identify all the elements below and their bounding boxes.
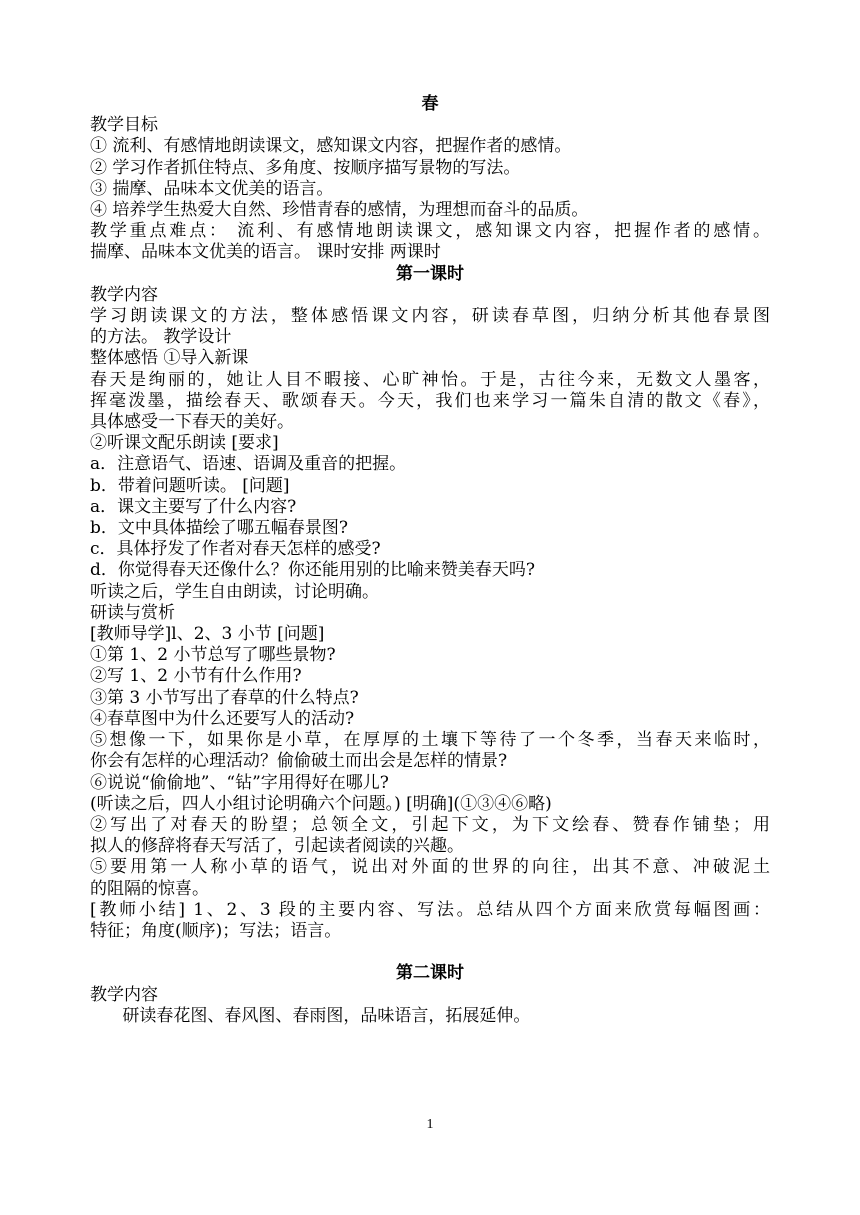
- lesson-1-line: ⑥说说“偷偷地”、“钻”字用得好在哪儿?: [90, 772, 389, 793]
- lesson-1-line: ④春草图中为什么还要写人的活动?: [90, 708, 355, 729]
- lesson-2-line: 研读春花图、春风图、春雨图，品味语言，拓展延伸。: [90, 1005, 531, 1026]
- lesson-1-line: 挥毫泼墨，描绘春天、歌颂春天。今天，我们也来学习一篇朱自清的散文《春》，: [90, 390, 770, 411]
- lesson-1-line: 整体感悟 ①导入新课: [90, 348, 249, 369]
- document-page: [90, 94, 770, 1027]
- lesson-1-line: 你会有怎样的心理活动？偷偷破土而出会是怎样的情景?: [90, 751, 508, 772]
- lesson-1-line: ③第 3 小节写出了春草的什么特点?: [90, 687, 359, 708]
- lesson-2-heading: 第二课时: [396, 963, 464, 984]
- lesson-1-line: 拟人的修辞将春天写活了，引起读者阅读的兴趣。: [90, 836, 464, 857]
- lesson-1-line: c．具体抒发了作者对春天怎样的感受?: [90, 539, 381, 560]
- lesson-2-line: 教学内容: [90, 984, 158, 1005]
- lesson-1-line: 的阻隔的惊喜。: [90, 878, 209, 899]
- lesson-1-line: 听读之后，学生自由朗读，讨论明确。: [90, 581, 379, 602]
- lesson-1-line: 具体感受一下春天的美好。: [90, 412, 294, 433]
- lesson-1-line: b．带着问题听读。 [问题]: [90, 475, 290, 496]
- lesson-1-line: ②写 1、2 小节有什么作用?: [90, 666, 302, 687]
- lesson-1-line: a．注意语气、语速、语调及重音的把握。: [90, 454, 407, 475]
- lesson-1-line: 教学内容: [90, 284, 158, 305]
- lesson-1-line: ⑤要用第一人称小草的语气，说出对外面的世界的向往，出其不意、冲破泥土: [90, 857, 770, 878]
- blank-line: [90, 942, 770, 963]
- lesson-1-heading: 第一课时: [396, 263, 464, 284]
- lesson-1-line: d．你觉得春天还像什么？你还能用别的比喻来赞美春天吗?: [90, 560, 535, 581]
- lesson-1-line: b．文中具体描绘了哪五幅春景图?: [90, 518, 348, 539]
- lesson-1-line: [教师小结] 1、2、3 段的主要内容、写法。总结从四个方面来欣赏每幅图画：: [90, 899, 770, 920]
- lesson-1-line: ②写出了对春天的盼望；总领全文，引起下文，为下文绘春、赞春作铺垫；用: [90, 814, 770, 835]
- lesson-1-line: 学习朗读课文的方法，整体感悟课文内容，研读春草图，归纳分析其他春景图: [90, 306, 770, 327]
- goal-3: ③ 揣摩、品味本文优美的语言。: [90, 178, 334, 199]
- goal-1: ① 流利、有感情地朗读课文，感知课文内容，把握作者的感情。: [90, 136, 572, 157]
- lesson-1-line: ②听课文配乐朗读 [要求]: [90, 433, 279, 454]
- lesson-1-line: a．课文主要写了什么内容?: [90, 496, 297, 517]
- goal-4: ④ 培养学生热爱大自然、珍惜青春的感情，为理想而奋斗的品质。: [90, 200, 589, 221]
- page-number: 1: [426, 1117, 434, 1132]
- goal-2: ② 学习作者抓住特点、多角度、按顺序描写景物的写法。: [90, 157, 521, 178]
- lesson-1-line: 研读与赏析: [90, 602, 175, 623]
- lesson-1-line: 春天是绚丽的，她让人目不暇接、心旷神怡。于是，古往今来，无数文人墨客，: [90, 369, 770, 390]
- teaching-goals-heading: 教学目标: [90, 115, 158, 136]
- lesson-1-line: [教师导学]l、2、3 小节 [问题]: [90, 624, 325, 645]
- lesson-1-line: 的方法。 教学设计: [90, 327, 232, 348]
- lesson-1-line: ⑤想像一下，如果你是小草，在厚厚的土壤下等待了一个冬季，当春天来临时，: [90, 730, 770, 751]
- lesson-1-line: (听读之后，四人小组讨论明确六个问题。) [明确](①③④⑥略): [90, 793, 552, 814]
- key-difficulties: 教学重点难点： 流利、有感情地朗读课文，感知课文内容，把握作者的感情。: [90, 221, 770, 242]
- lesson-1-line: ①第 1、2 小节总写了哪些景物?: [90, 645, 336, 666]
- schedule-line: 揣摩、品味本文优美的语言。 课时安排 两课时: [90, 242, 441, 263]
- lesson-1-line: 特征；角度(顺序)；写法；语言。: [90, 920, 342, 941]
- document-title: 春: [421, 94, 439, 114]
